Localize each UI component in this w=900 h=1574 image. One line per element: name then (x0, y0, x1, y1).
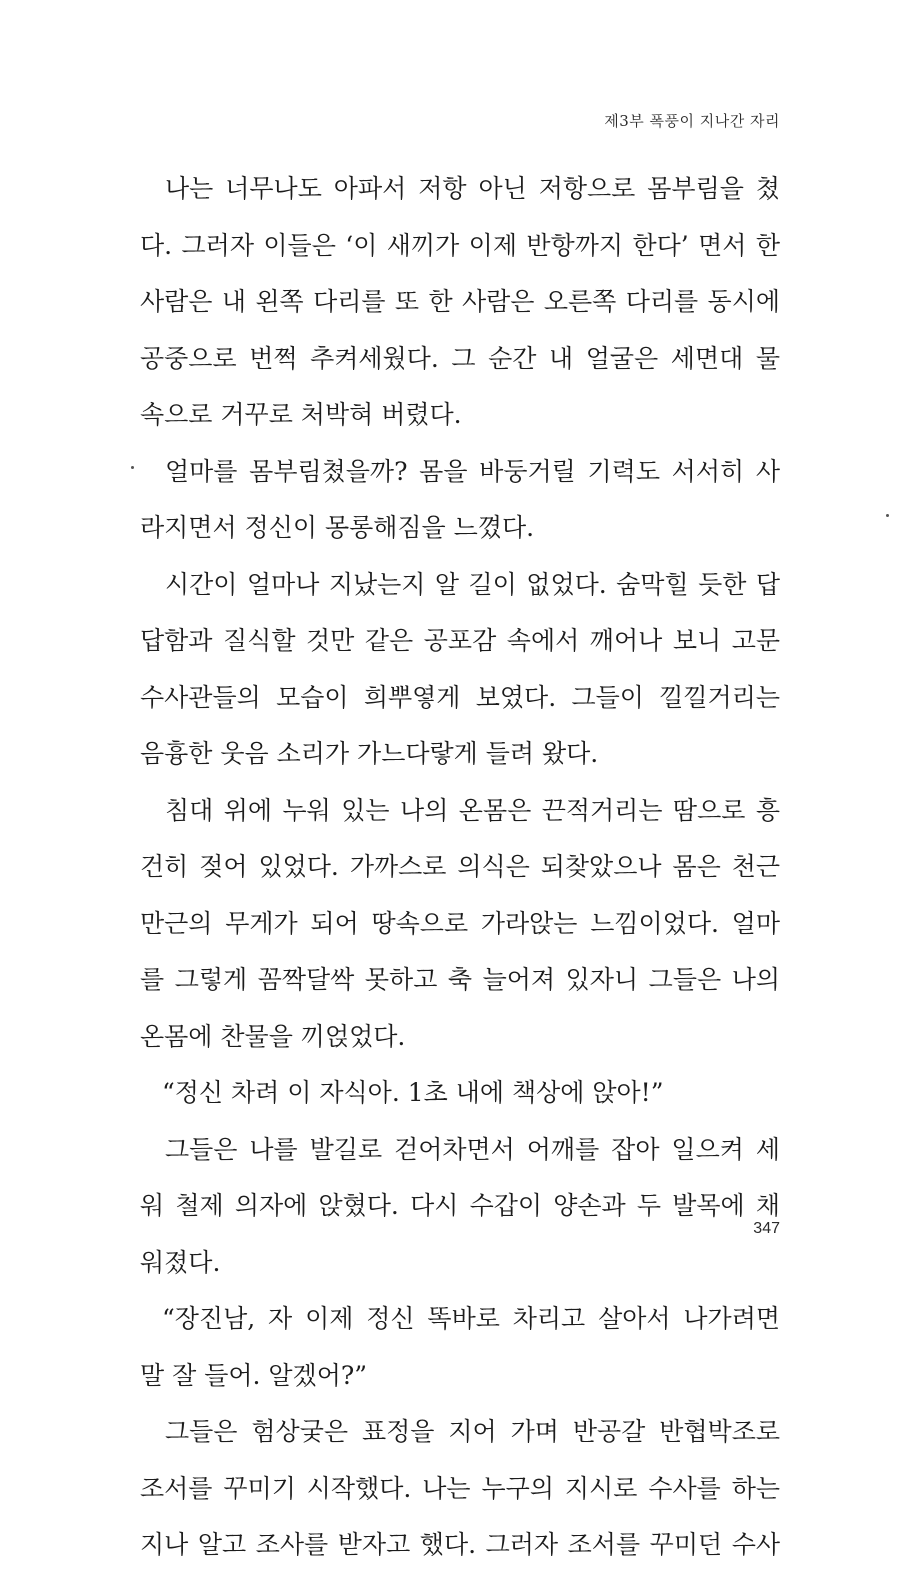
text-line: 침대 위에 누워 있는 나의 온몸은 끈적거리는 땀으로 흥 (165, 795, 780, 825)
text-line: 수사관들의 모습이 희뿌옇게 보였다. 그들이 낄낄거리는 (140, 682, 780, 712)
scan-speck (886, 514, 889, 517)
dialogue-line: 말 잘 들어. 알겠어?” (140, 1360, 368, 1390)
text-line: 사람은 내 왼쪽 다리를 또 한 사람은 오른쪽 다리를 동시에 (140, 287, 780, 316)
dialogue-line: “장진남, 자 이제 정신 똑바로 차리고 살아서 나가려면 (162, 1304, 780, 1333)
text-line: 그들은 나를 발길로 걷어차면서 어깨를 잡아 일으켜 세 (165, 1134, 780, 1164)
text-line: 시간이 얼마나 지났는지 알 길이 없었다. 숨막힐 듯한 답 (165, 569, 780, 599)
text-line: 워졌다. (140, 1247, 221, 1277)
text-line: 공중으로 번쩍 추켜세웠다. 그 순간 내 얼굴은 세면대 물 (140, 343, 780, 373)
text-line: 얼마를 몸부림쳤을까? 몸을 바둥거릴 기력도 서서히 사 (165, 456, 780, 486)
text-line: 속으로 거꾸로 처박혀 버렸다. (140, 400, 462, 429)
scan-speck (131, 466, 134, 469)
page-number: 347 (753, 1220, 780, 1237)
text-line: 온몸에 찬물을 끼얹었다. (140, 1021, 406, 1051)
text-line: 음흉한 웃음 소리가 가느다랗게 들려 왔다. (140, 739, 599, 768)
text-line: 라지면서 정신이 몽롱해짐을 느꼈다. (140, 513, 535, 542)
text-line: 조서를 꾸미기 시작했다. 나는 누구의 지시로 수사를 하는 (140, 1473, 780, 1503)
text-line: 다. 그러자 이들은 ‘이 새끼가 이제 반항까지 한다’ 면서 한 (140, 230, 780, 260)
text-line: 워 철제 의자에 앉혔다. 다시 수갑이 양손과 두 발목에 채 (140, 1191, 780, 1220)
text-line: 나는 너무나도 아파서 저항 아닌 저항으로 몸부림을 쳤 (165, 174, 780, 203)
running-header: 제3부 폭풍이 지나간 자리 (604, 112, 780, 130)
text-line: 답함과 질식할 것만 같은 공포감 속에서 깨어나 보니 고문 (140, 626, 780, 655)
text-line: 를 그렇게 꼼짝달싹 못하고 축 늘어져 있자니 그들은 나의 (140, 965, 780, 994)
body-text (140, 161, 780, 1574)
text-line: 건히 젖어 있었다. 가까스로 의식은 되찾았으나 몸은 천근 (140, 852, 780, 881)
text-line: 지나 알고 조사를 받자고 했다. 그러자 조서를 꾸미던 수사 (140, 1530, 780, 1559)
text-line: 그들은 험상궂은 표정을 지어 가며 반공갈 반협박조로 (165, 1417, 780, 1446)
text-line: 만근의 무게가 되어 땅속으로 가라앉는 느낌이었다. 얼마 (140, 908, 780, 938)
dialogue-line: “정신 차려 이 자식아. 1초 내에 책상에 앉아!” (162, 1078, 664, 1107)
